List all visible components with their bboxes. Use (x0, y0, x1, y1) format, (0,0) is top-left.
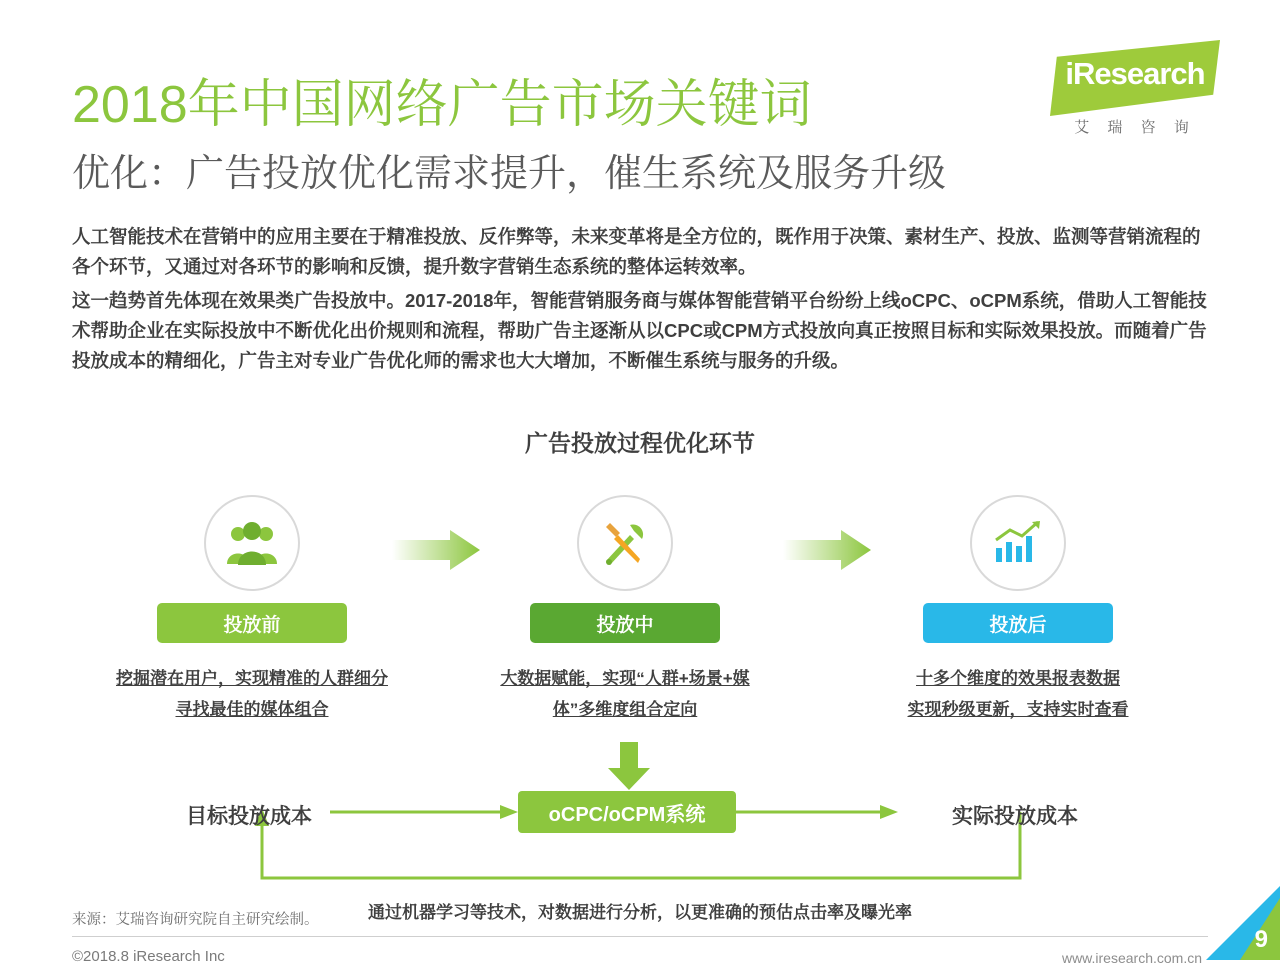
logo-wordmark-i: i (1065, 56, 1074, 91)
stage-desc-after (873, 663, 1163, 725)
iresearch-logo (1050, 40, 1220, 150)
diagram-title: 广告投放过程优化环节 (525, 430, 755, 456)
stage-desc-after-line2: 实现秒级更新，支持实时查看 (907, 700, 1129, 719)
website-link[interactable]: www.iresearch.com.cn (1061, 950, 1202, 966)
logo-chinese-name: 艾 瑞 咨 询 (1074, 119, 1196, 136)
page-subtitle: 优化：广告投放优化需求提升，催生系统及服务升级 (72, 153, 947, 195)
source-note: 来源：艾瑞咨询研究院自主研究绘制。 (72, 912, 319, 928)
stage-desc-during (480, 663, 770, 725)
logo-wordmark (1050, 56, 1220, 92)
ocpc-ocpm-system-box: oCPC/oCPM系统 (518, 791, 736, 833)
stage-label-after: 投放后 (923, 603, 1113, 643)
stage-desc-before-line1: 挖掘潜在用户，实现精准的人群细分 (116, 669, 388, 688)
body-paragraph-1: 人工智能技术在营销中的应用主要在于精准投放、反作弊等，未来变革将是全方位的，既作用于决策、素材生产、投放、监测等营销流程的各个环节，又通过对各环节的影响和反馈，提升数字营销生态系统的整体运转效率。 (72, 226, 1201, 277)
people-icon (204, 495, 300, 591)
flow-arrow-1-icon (392, 530, 482, 570)
stage-desc-during-line2: 体”多维度组合定向 (552, 700, 698, 719)
stage-after-delivery (868, 495, 1168, 725)
actual-cost-label: 实际投放成本 (952, 805, 1078, 828)
feedback-description: 通过机器学习等技术，对数据进行分析，以更准确的预估点击率及曝光率 (368, 903, 912, 922)
stage-label-before: 投放前 (157, 603, 347, 643)
page-title: 2018年中国网络广告市场关键词 (72, 76, 812, 134)
page-number: 9 (1254, 926, 1268, 953)
stage-label-during: 投放中 (530, 603, 720, 643)
chart-icon (970, 495, 1066, 591)
stage-desc-during-line1: 大数据赋能，实现“人群+场景+媒 (500, 669, 750, 688)
logo-wordmark-research: Research (1073, 56, 1205, 91)
stage-desc-before (107, 663, 397, 725)
copyright-text: ©2018.8 iResearch Inc (72, 948, 225, 965)
stage-desc-before-line2: 寻找最佳的媒体组合 (175, 700, 329, 719)
target-cost-label: 目标投放成本 (186, 805, 312, 828)
tools-icon (577, 495, 673, 591)
stage-desc-after-line1: 十多个维度的效果报表数据 (916, 669, 1120, 688)
body-paragraph-2: 这一趋势首先体现在效果类广告投放中。2017-2018年，智能营销服务商与媒体智能营销平台纷纷上线oCPC、oCPM系统，借助人工智能技术帮助企业在实际投放中不断优化出价规则和流程，帮助广告主逐渐从以CPC或CPM方式投放向真正按照目标和实际效果投放。而随着广告投放成本的精细化，广告主对专业广告优化师的需求也大大增加，不断催生系统与服务的升级。 (72, 290, 1207, 371)
stage-before-delivery (102, 495, 402, 725)
footer-divider (72, 936, 1208, 937)
stage-during-delivery (475, 495, 775, 725)
flow-arrow-2-icon (783, 530, 873, 570)
